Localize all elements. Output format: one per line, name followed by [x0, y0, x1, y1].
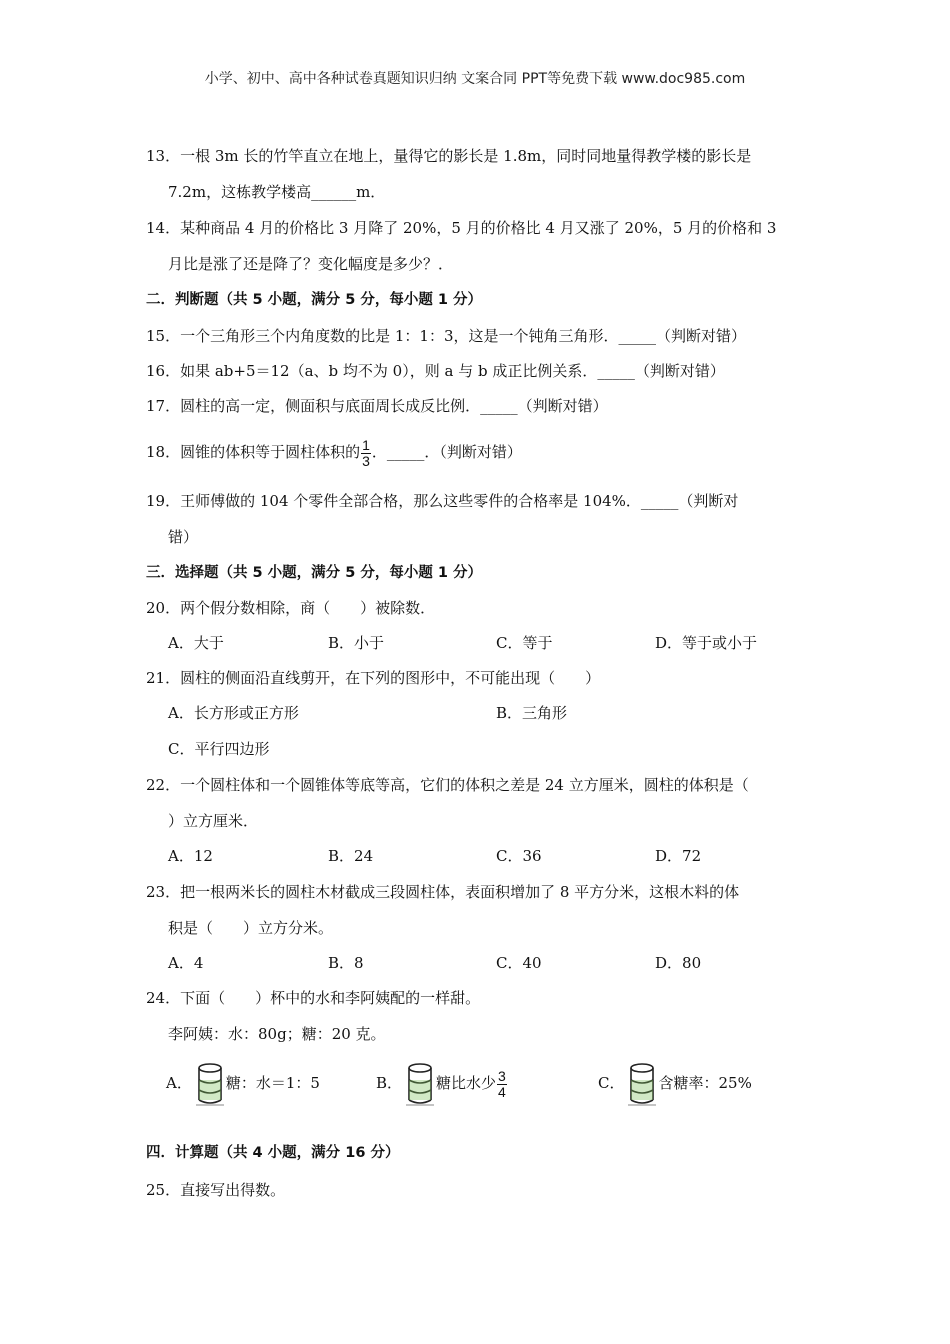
- fraction-one-third: [361, 438, 371, 469]
- q24-option-c: [598, 1058, 752, 1108]
- fraction-denominator: 3: [362, 452, 370, 469]
- section-2-heading: 二．判断题（共 5 小题，满分 5 分，每小题 1 分）: [146, 292, 483, 308]
- question-23-line1: 23．把一根两米长的圆柱木材截成三段圆柱体，表面积增加了 8 平方分米，这根木料的体: [146, 883, 740, 901]
- question-21: 21．圆柱的侧面沿直线剪开，在下列的图形中，不可能出现（ ）: [146, 669, 601, 687]
- water-cup-icon: [628, 1062, 656, 1106]
- question-22-line1: 22．一个圆柱体和一个圆锥体等底等高，它们的体积之差是 24 立方厘米，圆柱的体积是（: [146, 776, 749, 794]
- q20-option-d: D．等于或小于: [655, 634, 758, 652]
- fraction-denominator: 4: [498, 1083, 506, 1100]
- question-19-line2: 错）: [168, 528, 199, 546]
- question-24-sub: 李阿姨：水：80g；糖：20 克。: [168, 1025, 386, 1043]
- page-header: 小学、初中、高中各种试卷真题知识归纳 文案合同 PPT等免费下载 www.doc985.com: [204, 71, 746, 87]
- question-15: 15．一个三角形三个内角度数的比是 1：1：3，这是一个钝角三角形．_____（判断对错）: [146, 327, 746, 345]
- question-14-line1: 14．某种商品 4 月的价格比 3 月降了 20%，5 月的价格比 4 月又涨了 20%，5 月的价格和 3: [146, 219, 777, 237]
- q21-option-b: B．三角形: [496, 704, 568, 722]
- q24-option-c-text: 含糖率：25%: [658, 1074, 752, 1092]
- q20-option-b: B．小于: [328, 634, 385, 652]
- question-13-line1: 13．一根 3m 长的竹竿直立在地上，量得它的影长是 1.8m，同时同地量得教学楼的影长是: [146, 147, 752, 165]
- section-3-heading: 三．选择题（共 5 小题，满分 5 分，每小题 1 分）: [146, 565, 483, 581]
- q23-option-d: D．80: [655, 954, 702, 972]
- q22-option-b: B．24: [328, 847, 374, 865]
- q24-option-b-label: B．: [376, 1074, 403, 1092]
- question-17: 17．圆柱的高一定，侧面积与底面周长成反比例．_____（判断对错）: [146, 397, 608, 415]
- question-25: 25．直接写出得数。: [146, 1181, 286, 1199]
- question-24: 24．下面（ ）杯中的水和李阿姨配的一样甜。: [146, 989, 481, 1007]
- question-22-line2: ）立方厘米．: [168, 812, 259, 830]
- q21-option-c: C．平行四边形: [168, 740, 270, 758]
- q22-option-d: D．72: [655, 847, 702, 865]
- question-20: 20．两个假分数相除，商（ ）被除数．: [146, 599, 436, 617]
- section-4-heading: 四．计算题（共 4 小题，满分 16 分）: [146, 1145, 400, 1161]
- q24-option-a-label: A．: [166, 1074, 192, 1092]
- q24-option-b-text: 糖比水少: [436, 1074, 497, 1092]
- fraction-three-quarters: [497, 1069, 507, 1100]
- water-cup-icon: [406, 1062, 434, 1106]
- q24-option-a: [166, 1058, 320, 1108]
- q23-option-a: A．4: [168, 954, 204, 972]
- q23-option-b: B．8: [328, 954, 364, 972]
- q24-option-a-text: 糖：水＝1：5: [225, 1074, 320, 1092]
- fraction-numerator: 3: [498, 1067, 506, 1084]
- q20-option-c: C．等于: [496, 634, 553, 652]
- q23-option-c: C．40: [496, 954, 542, 972]
- q22-option-a: A．12: [168, 847, 213, 865]
- q22-option-c: C．36: [496, 847, 542, 865]
- q21-option-a: A．长方形或正方形: [168, 704, 299, 722]
- question-19-line1: 19．王师傅做的 104 个零件全部合格，那么这些零件的合格率是 104%．_____（判断对: [146, 492, 739, 510]
- fraction-numerator: 1: [362, 436, 370, 453]
- question-13-line2: 7.2m，这栋教学楼高______m．: [168, 183, 386, 201]
- question-18-text: 18．圆锥的体积等于圆柱体积的: [146, 443, 361, 461]
- q20-option-a: A．大于: [168, 634, 224, 652]
- water-cup-icon: [196, 1062, 224, 1106]
- question-16: 16．如果 ab+5＝12（a、b 均不为 0），则 a 与 b 成正比例关系．_____（判断对错）: [146, 362, 725, 380]
- q24-option-b: [376, 1058, 508, 1108]
- question-14-line2: 月比是涨了还是降了？变化幅度是多少？．: [168, 255, 454, 273]
- q24-option-c-label: C．: [598, 1074, 625, 1092]
- question-18-tail: ．_____．（判断对错）: [371, 443, 522, 461]
- question-23-line2: 积是（ ）立方分米。: [168, 919, 334, 937]
- question-18: [146, 436, 522, 469]
